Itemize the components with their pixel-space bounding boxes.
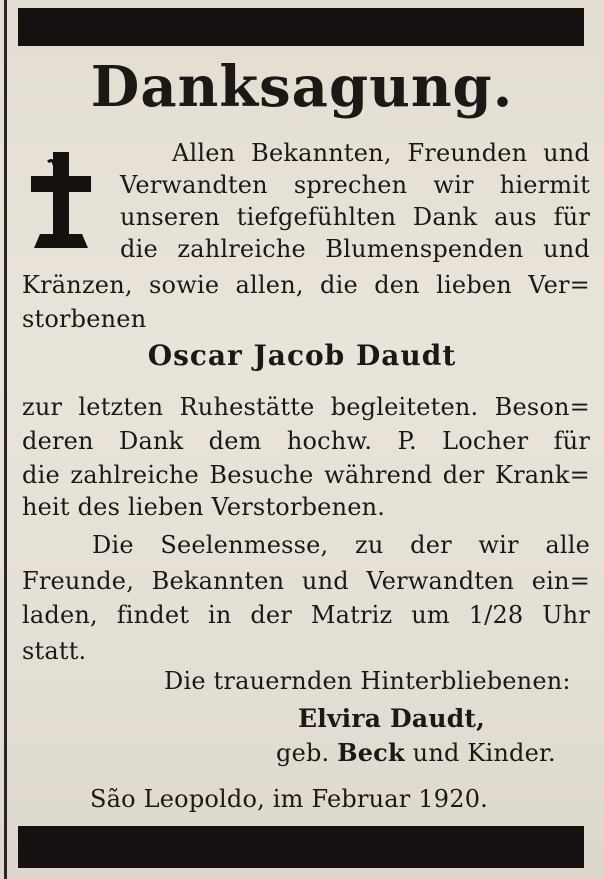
- signatory-maiden-name: Beck: [337, 738, 405, 767]
- body-line-5: Die Seelenmesse, zu der wir alle: [92, 531, 590, 559]
- body-line-1: zur letzten Ruhestätte begleiteten. Beson=: [22, 393, 590, 421]
- intro-line-4: die zahlreiche Blumenspenden und: [120, 235, 590, 263]
- body-line-3: die zahlreiche Besuche während der Krank=: [22, 461, 590, 489]
- cross-icon: [26, 148, 96, 252]
- intro-line-1: Allen Bekannten, Freunden und: [172, 139, 590, 167]
- intro-line-3: unseren tiefgefühlten Dank aus für: [120, 203, 590, 231]
- place-date: São Leopoldo, im Februar 1920.: [90, 785, 488, 813]
- notice-title: Danksagung.: [90, 54, 514, 120]
- signatory-name: Elvira Daudt,: [298, 704, 486, 733]
- body-line-4: heit des lieben Verstorbenen.: [22, 493, 386, 521]
- deceased-name: Oscar Jacob Daudt: [147, 339, 457, 372]
- column-rule: [4, 0, 7, 879]
- signatory-prefix: geb.: [276, 739, 330, 767]
- top-border-bar: [18, 8, 584, 46]
- body-line-2: deren Dank dem hochw. P. Locher für: [22, 427, 590, 455]
- intro-line-5: Kränzen, sowie allen, die den lieben Ver=: [22, 271, 590, 299]
- intro-line-2: Verwandten sprechen wir hiermit: [120, 171, 590, 199]
- body-line-7: laden, findet in der Matriz um 1/28 Uhr: [22, 601, 590, 629]
- bottom-border-bar: [18, 826, 584, 868]
- body-line-8: statt.: [22, 637, 87, 665]
- body-line-6: Freunde, Bekannten und Verwandten ein=: [22, 567, 590, 595]
- intro-line-6: storbenen: [22, 305, 147, 333]
- signatory-line-2: [276, 738, 556, 768]
- signatory-suffix: und Kinder.: [412, 739, 556, 767]
- bereaved-label: Die trauernden Hinterbliebenen:: [164, 667, 571, 695]
